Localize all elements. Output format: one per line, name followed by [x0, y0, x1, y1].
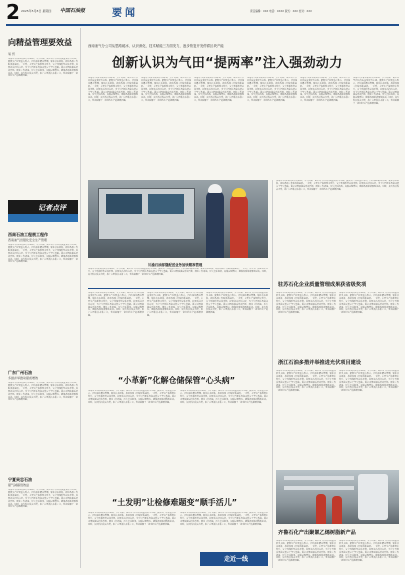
photo-worker-2 — [230, 194, 248, 258]
mid-body-f: 本报讯 记者从相关单位获悉，今年以来，该公司坚持以高质量发展为主线，聚焦生产经营重点难点，持续深化精益管理，强化技术创新，推动各项工作取得新进展。一季度，主要生产指标稳中有升，安全环保形势总体平稳，经营效益持续向好，为全年目标任务完成奠定了坚实基础。该公司围绕提质增效目标，细化工作措施，压实责任链条，加强过程管控，确保各项举措落地见效。同时，加大科技攻关力度，推广应用新技术新工艺，有效破解了一批制约生产的瓶颈问题。 — [88, 512, 176, 526]
lead-headline: 创新认识为气田“提两率”注入强劲动力 — [112, 56, 343, 71]
masthead — [0, 0, 405, 30]
lead-body-col5: 本报讯 记者从相关单位获悉，今年以来，该公司坚持以高质量发展为主线，聚焦生产经营重点难点，持续深化精益管理，强化技术创新，推动各项工作取得新进展。一季度，主要生产指标稳中有升，安全环保形势总体平稳，经营效益持续向好，为全年目标任务完成奠定了坚实基础。该公司围绕提质增效目标，细化工作措施，压实责任链条，加强过程管控，确保各项举措落地见效。同时，加大科技攻关力度，推广应用新技术新工艺，有效破解了一批制约生产的瓶颈问题。 — [300, 77, 350, 103]
lead-kicker: 西南油气分公司从思路破冰、认识深化、技术赋能三方面发力，逐步恢复开发停滞区块产能 — [88, 44, 224, 48]
left-item3-sub: 提气减碳创效益 — [8, 483, 30, 487]
left-body-2: 本报讯 记者从相关单位获悉，今年以来，该公司坚持以高质量发展为主线，聚焦生产经营重点难点，持续深化精益管理，强化技术创新，推动各项工作取得新进展。一季度，主要生产指标稳中有升，安全环保形势总体平稳，经营效益持续向好，为全年目标任务完成奠定了坚实基础。该公司围绕提质增效目标，细化工作措施，压实责任链条，加强过程管控，确保各项举措落地见效。同时，加大科技攻关力度，推广应用新技术新工艺，有效破解了一批制约生产的瓶颈问题。 — [8, 244, 78, 264]
lead-body-col3: 本报讯 记者从相关单位获悉，今年以来，该公司坚持以高质量发展为主线，聚焦生产经营重点难点，持续深化精益管理，强化技术创新，推动各项工作取得新进展。一季度，主要生产指标稳中有升，安全环保形势总体平稳，经营效益持续向好，为全年目标任务完成奠定了坚实基础。该公司围绕提质增效目标，细化工作措施，压实责任链条，加强过程管控，确保各项举措落地见效。同时，加大科技攻关力度，推广应用新技术新工艺，有效破解了一批制约生产的瓶颈问题。 — [194, 77, 244, 103]
footer-banner-text: 走近一线 — [224, 556, 249, 563]
right-body-1b: 本报讯 记者从相关单位获悉，今年以来，该公司坚持以高质量发展为主线，聚焦生产经营重点难点，持续深化精益管理，强化技术创新，推动各项工作取得新进展。一季度，主要生产指标稳中有升，安全环保形势总体平稳，经营效益持续向好，为全年目标任务完成奠定了坚实基础。该公司围绕提质增效目标，细化工作措施，压实责任链条，加强过程管控，确保各项举措落地见效。同时，加大科技攻关力度，推广应用新技术新工艺，有效破解了一批制约生产的瓶颈问题。 — [339, 292, 399, 315]
left-body-4: 本报讯 记者从相关单位获悉，今年以来，该公司坚持以高质量发展为主线，聚焦生产经营重点难点，持续深化精益管理，强化技术创新，推动各项工作取得新进展。一季度，主要生产指标稳中有升，安全环保形势总体平稳，经营效益持续向好，为全年目标任务完成奠定了坚实基础。该公司围绕提质增效目标，细化工作措施，压实责任链条，加强过程管控，确保各项举措落地见效。同时，加大科技攻关力度，推广应用新技术新工艺，有效破解了一批制约生产的瓶颈问题。 — [8, 489, 78, 509]
masthead-rule — [6, 24, 399, 26]
mid-body-d: 本报讯 记者从相关单位获悉，今年以来，该公司坚持以高质量发展为主线，聚焦生产经营重点难点，持续深化精益管理，强化技术创新，推动各项工作取得新进展。一季度，主要生产指标稳中有升，安全环保形势总体平稳，经营效益持续向好，为全年目标任务完成奠定了坚实基础。该公司围绕提质增效目标，细化工作措施，压实责任链条，加强过程管控，确保各项举措落地见效。同时，加大科技攻关力度，推广应用新技术新工艺，有效破解了一批制约生产的瓶颈问题。 — [88, 390, 176, 404]
lead-body-col1: 本报讯 记者从相关单位获悉，今年以来，该公司坚持以高质量发展为主线，聚焦生产经营重点难点，持续深化精益管理，强化技术创新，推动各项工作取得新进展。一季度，主要生产指标稳中有升，安全环保形势总体平稳，经营效益持续向好，为全年目标任务完成奠定了坚实基础。该公司围绕提质增效目标，细化工作措施，压实责任链条，加强过程管控，确保各项举措落地见效。同时，加大科技攻关力度，推广应用新技术新工艺，有效破解了一批制约生产的瓶颈问题。 — [88, 77, 138, 103]
right-divider — [272, 180, 273, 568]
mid-body-g: 本报讯 记者从相关单位获悉，今年以来，该公司坚持以高质量发展为主线，聚焦生产经营重点难点，持续深化精益管理，强化技术创新，推动各项工作取得新进展。一季度，主要生产指标稳中有升，安全环保形势总体平稳，经营效益持续向好，为全年目标任务完成奠定了坚实基础。该公司围绕提质增效目标，细化工作措施，压实责任链条，加强过程管控，确保各项举措落地见效。同时，加大科技攻关力度，推广应用新技术新工艺，有效破解了一批制约生产的瓶颈问题。 — [180, 512, 268, 526]
photo-pipe-rack-2 — [284, 486, 354, 490]
mid-body-e: 本报讯 记者从相关单位获悉，今年以来，该公司坚持以高质量发展为主线，聚焦生产经营重点难点，持续深化精益管理，强化技术创新，推动各项工作取得新进展。一季度，主要生产指标稳中有升，安全环保形势总体平稳，经营效益持续向好，为全年目标任务完成奠定了坚实基础。该公司围绕提质增效目标，细化工作措施，压实责任链条，加强过程管控，确保各项举措落地见效。同时，加大科技攻关力度，推广应用新技术新工艺，有效破解了一批制约生产的瓶颈问题。 — [180, 390, 268, 404]
right-body-2a: 本报讯 记者从相关单位获悉，今年以来，该公司坚持以高质量发展为主线，聚焦生产经营重点难点，持续深化精益管理，强化技术创新，推动各项工作取得新进展。一季度，主要生产指标稳中有升，安全环保形势总体平稳，经营效益持续向好，为全年目标任务完成奠定了坚实基础。该公司围绕提质增效目标，细化工作措施，压实责任链条，加强过程管控，确保各项举措落地见效。同时，加大科技攻关力度，推广应用新技术新工艺，有效破解了一批制约生产的瓶颈问题。 — [276, 370, 336, 393]
photo-pipe-rack — [284, 476, 354, 480]
mid-headline-2: “土发明”让检修难题变“顺手活儿” — [112, 498, 238, 507]
lead-rule — [88, 288, 270, 289]
photo-worker-3 — [316, 494, 326, 524]
left-headline: 向精益管理要效益 — [8, 38, 72, 47]
left-item2-sub: 多措并举推动提质增效 — [8, 376, 39, 380]
left-item3-title: 宁夏吴忠石油 — [8, 477, 32, 482]
right-headline-3: 齐鲁石化产出聚氯乙烯树脂新产品 — [278, 530, 356, 536]
commentary-banner-text: 记者点评 — [38, 204, 66, 212]
photo-screen — [106, 194, 142, 214]
right-photo — [276, 470, 399, 524]
section-title: 要闻 — [112, 8, 138, 19]
commentary-banner-stripe — [8, 214, 78, 222]
mid-headline-1: “小革新”化解仓储保管“心头病” — [118, 376, 236, 385]
right-headline-2: 浙江石油多措并举推进光伏项目建设 — [278, 360, 362, 366]
photo-worker-1-helmet — [208, 184, 222, 193]
photo-screen-2 — [148, 194, 184, 214]
left-item1-sub: 西南油气田强化安全生产管理 — [8, 238, 48, 242]
date-line: 2025年5月8日 星期四 — [21, 9, 52, 13]
photo-worker-4 — [332, 496, 342, 524]
left-body-1: 本报讯 记者从相关单位获悉，今年以来，该公司坚持以高质量发展为主线，聚焦生产经营重点难点，持续深化精益管理，强化技术创新，推动各项工作取得新进展。一季度，主要生产指标稳中有升，安全环保形势总体平稳，经营效益持续向好，为全年目标任务完成奠定了坚实基础。该公司围绕提质增效目标，细化工作措施，压实责任链条，加强过程管控，确保各项举措落地见效。同时，加大科技攻关力度，推广应用新技术新工艺，有效破解了一批制约生产的瓶颈问题。 — [8, 58, 78, 78]
left-author: 易 忻 — [8, 52, 15, 56]
photo-worker-2-helmet — [232, 188, 246, 197]
right-body-top: 本报讯 记者从相关单位获悉，今年以来，该公司坚持以高质量发展为主线，聚焦生产经营重点难点，持续深化精益管理，强化技术创新，推动各项工作取得新进展。一季度，主要生产指标稳中有升，安全环保形势总体平稳，经营效益持续向好，为全年目标任务完成奠定了坚实基础。该公司围绕提质增效目标，细化工作措施，压实责任链条，加强过程管控，确保各项举措落地见效。同时，加大科技攻关力度，推广应用新技术新工艺，有效破解了一批制约生产的瓶颈问题。 — [276, 180, 399, 191]
photo-tank — [358, 474, 388, 520]
mid-body-c: 本报讯 记者从相关单位获悉，今年以来，该公司坚持以高质量发展为主线，聚焦生产经营重点难点，持续深化精益管理，强化技术创新，推动各项工作取得新进展。一季度，主要生产指标稳中有升，安全环保形势总体平稳，经营效益持续向好，为全年目标任务完成奠定了坚实基础。该公司围绕提质增效目标，细化工作措施，压实责任链条，加强过程管控，确保各项举措落地见效。同时，加大科技攻关力度，推广应用新技术新工艺，有效破解了一批制约生产的瓶颈问题。 — [206, 292, 268, 315]
lead-body-col4: 本报讯 记者从相关单位获悉，今年以来，该公司坚持以高质量发展为主线，聚焦生产经营重点难点，持续深化精益管理，强化技术创新，推动各项工作取得新进展。一季度，主要生产指标稳中有升，安全环保形势总体平稳，经营效益持续向好，为全年目标任务完成奠定了坚实基础。该公司围绕提质增效目标，细化工作措施，压实责任链条，加强过程管控，确保各项举措落地见效。同时，加大科技攻关力度，推广应用新技术新工艺，有效破解了一批制约生产的瓶颈问题。 — [247, 77, 297, 103]
lead-photo-caption: 川渝石油部继配送业务加快精准管理 — [148, 263, 203, 267]
right-body-3a: 本报讯 记者从相关单位获悉，今年以来，该公司坚持以高质量发展为主线，聚焦生产经营重点难点，持续深化精益管理，强化技术创新，推动各项工作取得新进展。一季度，主要生产指标稳中有升，安全环保形势总体平稳，经营效益持续向好，为全年目标任务完成奠定了坚实基础。该公司围绕提质增效目标，细化工作措施，压实责任链条，加强过程管控，确保各项举措落地见效。同时，加大科技攻关力度，推广应用新技术新工艺，有效破解了一批制约生产的瓶颈问题。 — [276, 540, 336, 563]
right-body-1a: 本报讯 记者从相关单位获悉，今年以来，该公司坚持以高质量发展为主线，聚焦生产经营重点难点，持续深化精益管理，强化技术创新，推动各项工作取得新进展。一季度，主要生产指标稳中有升，安全环保形势总体平稳，经营效益持续向好，为全年目标任务完成奠定了坚实基础。该公司围绕提质增效目标，细化工作措施，压实责任链条，加强过程管控，确保各项举措落地见效。同时，加大科技攻关力度，推广应用新技术新工艺，有效破解了一批制约生产的瓶颈问题。 — [276, 292, 336, 315]
lead-body-col6: 本报讯 记者从相关单位获悉，今年以来，该公司坚持以高质量发展为主线，聚焦生产经营重点难点，持续深化精益管理，强化技术创新，推动各项工作取得新进展。一季度，主要生产指标稳中有升，安全环保形势总体平稳，经营效益持续向好，为全年目标任务完成奠定了坚实基础。该公司围绕提质增效目标，细化工作措施，压实责任链条，加强过程管控，确保各项举措落地见效。同时，加大科技攻关力度，推广应用新技术新工艺，有效破解了一批制约生产的瓶颈问题。 — [353, 77, 399, 106]
right-headline-1: 驻苏石化企业质量管理成果获省级奖项 — [278, 282, 367, 288]
lead-photo — [88, 180, 268, 258]
left-divider — [80, 28, 81, 568]
right-body-3b: 本报讯 记者从相关单位获悉，今年以来，该公司坚持以高质量发展为主线，聚焦生产经营重点难点，持续深化精益管理，强化技术创新，推动各项工作取得新进展。一季度，主要生产指标稳中有升，安全环保形势总体平稳，经营效益持续向好，为全年目标任务完成奠定了坚实基础。该公司围绕提质增效目标，细化工作措施，压实责任链条，加强过程管控，确保各项举措落地见效。同时，加大科技攻关力度，推广应用新技术新工艺，有效破解了一批制约生产的瓶颈问题。 — [339, 540, 399, 563]
photo-worker-1 — [206, 190, 224, 258]
mid-body-b: 本报讯 记者从相关单位获悉，今年以来，该公司坚持以高质量发展为主线，聚焦生产经营重点难点，持续深化精益管理，强化技术创新，推动各项工作取得新进展。一季度，主要生产指标稳中有升，安全环保形势总体平稳，经营效益持续向好，为全年目标任务完成奠定了坚实基础。该公司围绕提质增效目标，细化工作措施，压实责任链条，加强过程管控，确保各项举措落地见效。同时，加大科技攻关力度，推广应用新技术新工艺，有效破解了一批制约生产的瓶颈问题。 — [147, 292, 203, 318]
left-item2-title: 广东广州石油 — [8, 370, 32, 375]
left-item1-title: 西南石油工程展工程作 — [8, 232, 48, 237]
lead-photo-caption-body: 本报讯 记者从相关单位获悉，今年以来，该公司坚持以高质量发展为主线，聚焦生产经营重点难点，持续深化精益管理，强化技术创新，推动各项工作取得新进展。一季度，主要生产指标稳中有升，安全环保形势总体平稳，经营效益持续向好，为全年目标任务完成奠定了坚实基础。该公司围绕提质增效目标，细化工作措施，压实责任链条，加强过程管控，确保各项举措落地见效。同时，加大科技攻关力度，推广应用新技术新工艺，有效破解了一批制约生产的瓶颈问题。 — [88, 268, 268, 276]
page-number: 2 — [6, 0, 20, 24]
right-body-2b: 本报讯 记者从相关单位获悉，今年以来，该公司坚持以高质量发展为主线，聚焦生产经营重点难点，持续深化精益管理，强化技术创新，推动各项工作取得新进展。一季度，主要生产指标稳中有升，安全环保形势总体平稳，经营效益持续向好，为全年目标任务完成奠定了坚实基础。该公司围绕提质增效目标，细化工作措施，压实责任链条，加强过程管控，确保各项举措落地见效。同时，加大科技攻关力度，推广应用新技术新工艺，有效破解了一批制约生产的瓶颈问题。 — [339, 370, 399, 393]
paper-name: 中国石油报 — [60, 8, 86, 14]
footer-banner — [200, 552, 268, 566]
commentary-banner — [8, 200, 78, 222]
mid-body-a: 本报讯 记者从相关单位获悉，今年以来，该公司坚持以高质量发展为主线，聚焦生产经营重点难点，持续深化精益管理，强化技术创新，推动各项工作取得新进展。一季度，主要生产指标稳中有升，安全环保形势总体平稳，经营效益持续向好，为全年目标任务完成奠定了坚实基础。该公司围绕提质增效目标，细化工作措施，压实责任链条，加强过程管控，确保各项举措落地见效。同时，加大科技攻关力度，推广应用新技术新工艺，有效破解了一批制约生产的瓶颈问题。 — [88, 292, 144, 318]
lead-body-col2: 本报讯 记者从相关单位获悉，今年以来，该公司坚持以高质量发展为主线，聚焦生产经营重点难点，持续深化精益管理，强化技术创新，推动各项工作取得新进展。一季度，主要生产指标稳中有升，安全环保形势总体平稳，经营效益持续向好，为全年目标任务完成奠定了坚实基础。该公司围绕提质增效目标，细化工作措施，压实责任链条，加强过程管控，确保各项举措落地见效。同时，加大科技攻关力度，推广应用新技术新工艺，有效破解了一批制约生产的瓶颈问题。 — [141, 77, 191, 103]
editor-line: 责任编辑：XXX 电话：XXXX 版式：XXX 校对：XXX — [250, 10, 312, 13]
left-body-3: 本报讯 记者从相关单位获悉，今年以来，该公司坚持以高质量发展为主线，聚焦生产经营重点难点，持续深化精益管理，强化技术创新，推动各项工作取得新进展。一季度，主要生产指标稳中有升，安全环保形势总体平稳，经营效益持续向好，为全年目标任务完成奠定了坚实基础。该公司围绕提质增效目标，细化工作措施，压实责任链条，加强过程管控，确保各项举措落地见效。同时，加大科技攻关力度，推广应用新技术新工艺，有效破解了一批制约生产的瓶颈问题。 — [8, 382, 78, 402]
